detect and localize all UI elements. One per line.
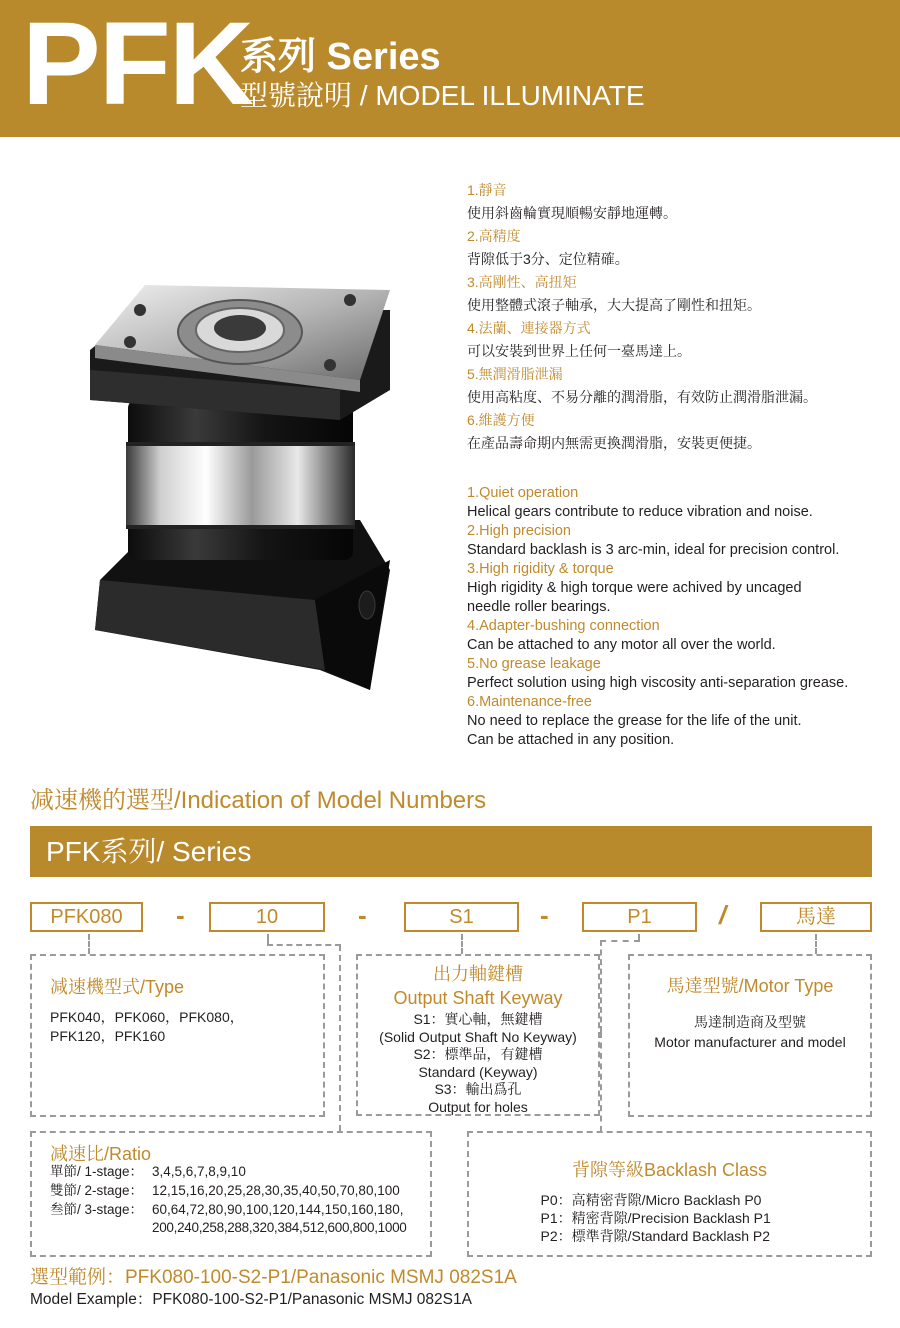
connector-line	[638, 934, 640, 942]
ratio-box-title: 减速比/Ratio	[50, 1144, 152, 1164]
code-separator: -	[540, 900, 549, 930]
type-box-title: 减速機型式/Type	[50, 977, 185, 997]
features-chinese	[467, 179, 892, 455]
shaft-keyway-box	[356, 954, 600, 1116]
features-english	[467, 484, 892, 750]
ratio-row-value: 3,4,5,6,7,8,9,10	[152, 1164, 246, 1179]
shaft-box-title-cn: 出力軸鍵槽	[433, 964, 523, 984]
ratio-box	[30, 1131, 432, 1257]
backlash-option-line: P1：精密背隙/Precision Backlash P1	[540, 1210, 771, 1226]
shaft-option-line: S1：實心軸，無鍵槽	[413, 1011, 543, 1027]
connector-line	[461, 934, 463, 954]
connector-line	[600, 1032, 602, 1132]
feature-desc: 使用高粘度、不易分離的潤滑脂，有效防止潤滑脂泄漏。	[467, 389, 817, 405]
feature-title: 2.高精度	[467, 228, 521, 244]
code-ratio-box: 10	[209, 902, 325, 932]
ratio-row-value: 12,15,16,20,25,28,30,35,40,50,70,80,100	[152, 1183, 400, 1198]
code-shaft-box: S1	[404, 902, 519, 932]
feature-title: 6.維護方便	[467, 412, 535, 428]
ratio-row-label: 雙節/ 2-stage：	[50, 1183, 144, 1198]
code-separator: -	[358, 900, 367, 930]
type-box-line: PFK040，PFK060，PFK080，	[50, 1009, 244, 1025]
feature-desc: 背隙低于3分、定位精確。	[467, 251, 629, 267]
section-title: 减速機的選型/Indication of Model Numbers	[30, 787, 487, 814]
feature-title: 4.法蘭、連接器方式	[467, 320, 591, 336]
motor-box-line: Motor manufacturer and model	[654, 1034, 846, 1050]
backlash-option-line: P0：高精密背隙/Micro Backlash P0	[540, 1192, 762, 1208]
series-logo-text: PFK	[22, 0, 252, 130]
feature-title: 5.No grease leakage	[467, 656, 601, 672]
header-title: 系列 Series	[240, 36, 441, 78]
connector-line	[267, 934, 341, 946]
feature-desc: No need to replace the grease for the life of the unit.	[467, 713, 802, 729]
feature-desc: 在產品壽命期内無需更換潤滑脂，安裝更便捷。	[467, 435, 761, 451]
feature-desc: 使用斜齒輪實現順暢安靜地運轉。	[467, 205, 677, 221]
series-bar: PFK系列/ Series	[30, 826, 872, 877]
ratio-row-value: 60,64,72,80,90,100,120,144,150,160,180,	[152, 1202, 404, 1217]
backlash-class-box	[467, 1131, 872, 1257]
shaft-option-line: (Solid Output Shaft No Keyway)	[379, 1028, 577, 1045]
header-banner	[0, 0, 900, 137]
ratio-row-value: 200,240,258,288,320,384,512,600,800,1000	[152, 1220, 407, 1235]
connector-line	[88, 934, 90, 954]
ratio-row-label: 單節/ 1-stage：	[50, 1164, 144, 1179]
feature-title: 1.Quiet operation	[467, 485, 579, 501]
feature-title: 3.High rigidity & torque	[467, 561, 614, 577]
feature-desc: Standard backlash is 3 arc-min, ideal for precision control.	[467, 542, 840, 558]
feature-desc: Perfect solution using high viscosity anti-separation grease.	[467, 675, 849, 691]
shaft-option-line: S2：標準品，有鍵槽	[413, 1046, 543, 1062]
feature-desc: 使用整體式滾子軸承，大大提高了剛性和扭矩。	[467, 297, 761, 313]
feature-desc: 可以安裝到世界上任何一臺馬達上。	[467, 343, 691, 359]
code-motor-box: 馬達	[760, 902, 872, 932]
feature-title: 6.Maintenance-free	[467, 694, 592, 710]
motor-type-box	[628, 954, 872, 1117]
model-example-cn: 選型範例：PFK080-100-S2-P1/Panasonic MSMJ 082S1A	[30, 1267, 517, 1288]
connector-line	[339, 945, 341, 1131]
feature-desc: Helical gears contribute to reduce vibration and noise.	[467, 504, 813, 520]
code-separator: -	[176, 900, 185, 930]
feature-title: 4.Adapter-bushing connection	[467, 618, 660, 634]
feature-title: 3.高剛性、高扭矩	[467, 274, 577, 290]
code-model-box: PFK080	[30, 902, 143, 932]
feature-title: 2.High precision	[467, 523, 571, 539]
shaft-option-line: Standard (Keyway)	[418, 1063, 538, 1080]
shaft-option-line: Output for holes	[428, 1098, 528, 1115]
backlash-box-title: 背隙等級Backlash Class	[571, 1160, 768, 1180]
feature-desc: High rigidity & high torque were achived by uncaged	[467, 580, 802, 596]
gearbox-product-image	[60, 270, 440, 700]
feature-title: 5.無潤滑脂泄漏	[467, 366, 563, 382]
feature-desc: Can be attached in any position.	[467, 732, 675, 748]
code-slash: /	[719, 900, 727, 930]
connector-line	[815, 934, 817, 954]
backlash-option-line: P2：標準背隙/Standard Backlash P2	[540, 1228, 771, 1244]
shaft-option-line: S3：輸出爲孔	[434, 1081, 522, 1097]
type-box	[30, 954, 325, 1117]
feature-desc: needle roller bearings.	[467, 599, 611, 615]
header-subtitle: 型號說明 / MODEL ILLUMINATE	[240, 80, 645, 111]
feature-title: 1.靜音	[467, 182, 507, 198]
model-example-en: Model Example：PFK080-100-S2-P1/Panasonic MSMJ 082S1A	[30, 1291, 472, 1308]
ratio-row-label: 叁節/ 3-stage：	[50, 1202, 144, 1217]
code-backlash-box: P1	[582, 902, 697, 932]
shaft-box-title-en: Output Shaft Keyway	[393, 988, 563, 1008]
motor-box-line: 馬達制造商及型號	[694, 1014, 806, 1030]
type-box-line: PFK120，PFK160	[50, 1028, 166, 1044]
feature-desc: Can be attached to any motor all over the world.	[467, 637, 776, 653]
motor-box-title: 馬達型號/Motor Type	[666, 976, 834, 996]
